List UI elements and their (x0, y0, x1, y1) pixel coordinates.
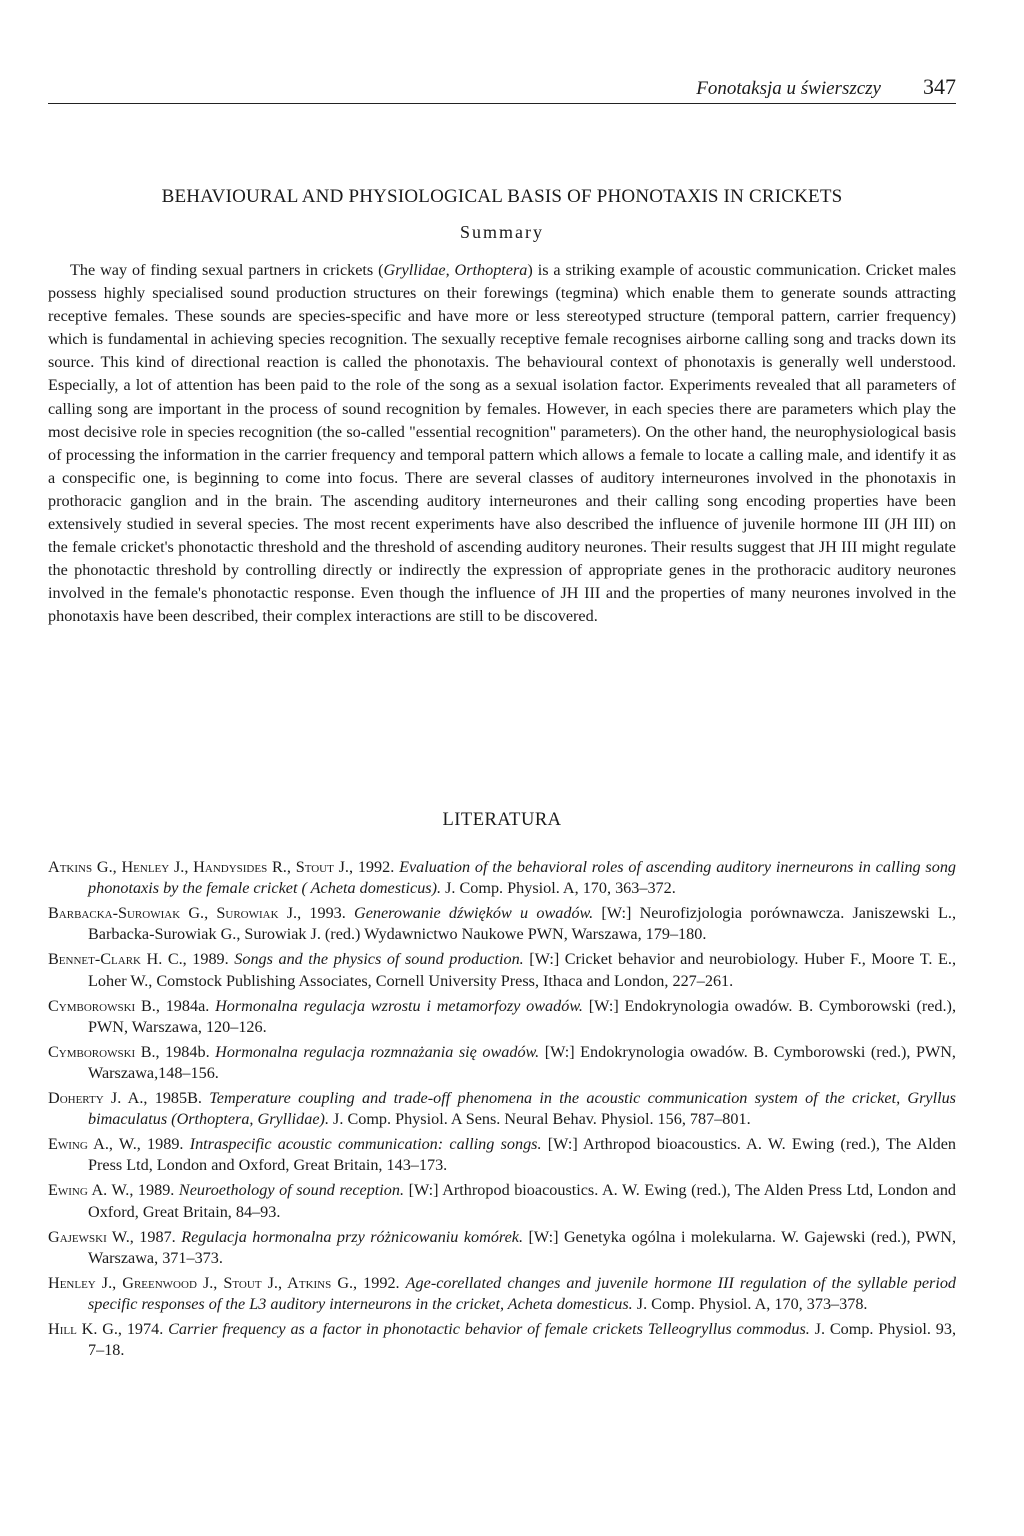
running-title: Fonotaksja u świerszczy (696, 78, 881, 99)
ref-year: 1989. (186, 950, 235, 969)
literature-heading: LITERATURA (442, 810, 562, 830)
ref-source: [W:] Genetyka ogólna i molekularna. W. Gajewski (red.), PWN, Warszawa, 371–373. (88, 1227, 957, 1267)
ref-title: Age-corellated changes and juvenile hormone III regulation of the syllable period specific responses of the L3 auditory interneurons in the cricket, Acheta domesticus. (88, 1273, 957, 1313)
ref-year: 1992. (357, 1273, 406, 1292)
summary-text-part: ) is a striking example of acoustic communication. Cricket males possess highly specialised sound production structures on their forewings (tegmina) which enable them to generate sounds attracting receptive females. These sounds are species-specific and have more or less stereotyped structure (temporal pattern, carrier frequency) which is fundamental in achieving species recognition. The sexually receptive female recognises airborne calling song and tracks down its source. This kind of directional reaction is called the phonotaxis. The behavioural context of phonotaxis is generally well understood. Especially, a lot of attention has been paid to the role of the song as a sexual isolation factor. Experiments revealed that all parameters of calling song are important in the process of sound recognition by females. However, in each species there are parameters which play the most decisive role in species recognition (the so-called "essential recognition" parameters). On the other hand, the neurophysiological basis of processing the information in the carrier frequency and temporal pattern which allows a female to locate a calling male, and identify it as a conspecific one, is beginning to come into focus. There are several classes of auditory interneurones involved in the phonotaxis in prothoracic ganglion and in the brain. The ascending auditory interneurones and their calling song encoding properties have been extensively studied in several species. The most recent experiments have also described the influence of juvenile hormone III (JH III) on the female cricket's phonotactic threshold and the threshold of ascending auditory neurones. Their results suggest that JH III might regulate the phonotactic threshold by controlling directly or indirectly the expression of appropriate genes in the prothoracic auditory neurones involved in the female's phonotactic response. Even though the influence of JH III and the properties of many neurones involved in the phonotaxis have been described, their complex interactions are still to be discovered. (48, 261, 956, 626)
ref-year: 1984a. (159, 996, 216, 1015)
ref-title: Intraspecific acoustic communication: calling songs. (189, 1135, 542, 1154)
ref-source: J. Comp. Physiol. 93, 7–18. (88, 1319, 956, 1360)
ref-year: 1984b. (159, 1042, 216, 1061)
reference-item (48, 1134, 956, 1177)
ref-source: J. Comp. Physiol. A Sens. Neural Behav. Physiol. 156, 787–801. (329, 1110, 751, 1129)
ref-title: Carrier frequency as a factor in phonotactic behavior of female crickets Telleogryllus commodus. (168, 1319, 810, 1338)
summary-paragraph (48, 259, 956, 629)
ref-authors: Cymborowski B., (48, 996, 160, 1015)
reference-item (48, 857, 956, 900)
ref-source: J. Comp. Physiol. A, 170, 373–378. (632, 1294, 868, 1313)
reference-item (48, 1273, 956, 1316)
reference-item (48, 949, 956, 992)
ref-title: Songs and the physics of sound production. (234, 950, 524, 969)
ref-title: Temperature coupling and trade-off phenomena in the acoustic communication system of the cricket, Gryllus bimaculatus (Orthoptera, Gryllidae). (88, 1088, 956, 1129)
summary-taxon: Gryllidae, Orthoptera (383, 261, 528, 279)
reference-item (48, 1180, 956, 1223)
journal-page (48, 0, 956, 1536)
reference-item (48, 903, 956, 946)
ref-authors: Ewing A. W., (48, 1181, 134, 1200)
ref-title: Evaluation of the behavioral roles of ascending auditory inerneurons in calling song phonotaxis by the female cricket ( Acheta domesticus). (88, 858, 957, 898)
ref-year: 1992. (353, 858, 400, 876)
ref-authors: Bennet-Clark H. C., (48, 950, 187, 969)
ref-source: [W:] Endokrynologia owadów. B. Cymborowski (red.), PWN, Warszawa,148–156. (88, 1042, 956, 1083)
ref-title: Hormonalna regulacja rozmnażania się owadów. (215, 1042, 540, 1061)
ref-title: Hormonalna regulacja wzrostu i metamorfozy owadów. (215, 996, 583, 1015)
ref-source: [W:] Endokrynologia owadów. B. Cymborowski (red.), PWN, Warszawa, 120–126. (88, 996, 956, 1036)
ref-source: [W:] Neurofizjologia porównawcza. Janiszewski L., Barbacka-Surowiak G., Surowiak J. (red.) Wydawnictwo Naukowe PWN, Warszawa, 179–180. (88, 904, 956, 944)
summary-heading: Summary (460, 222, 544, 242)
ref-authors: Henley J., Greenwood J., Stout J., Atkins G., (48, 1273, 358, 1292)
ref-year: 1993. (301, 904, 355, 923)
reference-item (48, 996, 956, 1039)
ref-source: [W:] Arthropod bioacoustics. A. W. Ewing (red.), The Alden Press Ltd, London and Oxford, Great Britain, 143–173. (88, 1135, 956, 1175)
ref-year: 1985B. (147, 1088, 210, 1107)
ref-year: 1974. (121, 1319, 169, 1338)
ref-title: Neuroethology of sound reception. (178, 1181, 405, 1200)
ref-source: [W:] Arthropod bioacoustics. A. W. Ewing (red.), The Alden Press Ltd, London and Oxford, Great Britain, 84–93. (88, 1181, 957, 1221)
reference-item (48, 1227, 956, 1270)
ref-source: J. Comp. Physiol. A, 170, 363–372. (441, 879, 676, 898)
reference-item (48, 1088, 956, 1131)
reference-item (48, 1042, 956, 1085)
reference-list (48, 857, 956, 1365)
ref-year: 1989. (133, 1181, 179, 1200)
ref-source: [W:] Cricket behavior and neurobiology. Huber F., Moore T. E., Loher W., Comstock Publishing Associates, Cornell University Press, Ithaca and London, 227–261. (88, 950, 957, 990)
ref-title: Generowanie dźwięków u owadów. (354, 904, 594, 923)
article-title: BEHAVIOURAL AND PHYSIOLOGICAL BASIS OF PHONOTAXIS IN CRICKETS (161, 186, 843, 207)
ref-authors: Cymborowski B., (48, 1042, 160, 1061)
ref-authors: Atkins G., Henley J., Handysides R., Stout J., (48, 858, 354, 876)
ref-title: Regulacja hormonalna przy różnicowaniu komórek. (181, 1227, 524, 1246)
ref-authors: Gajewski W., (48, 1227, 134, 1246)
ref-authors: Doherty J. A., (48, 1088, 148, 1107)
header-rule (48, 103, 956, 104)
ref-authors: Ewing A., W., (48, 1135, 141, 1154)
page-number: 347 (923, 74, 956, 99)
summary-text-part: The way of finding sexual partners in crickets ( (70, 261, 384, 279)
ref-authors: Barbacka-Surowiak G., Surowiak J., (48, 904, 302, 923)
ref-year: 1987. (133, 1227, 182, 1246)
running-head (48, 74, 956, 100)
reference-item (48, 1319, 956, 1362)
ref-authors: Hill K. G., (48, 1319, 122, 1338)
ref-year: 1989. (140, 1135, 190, 1154)
